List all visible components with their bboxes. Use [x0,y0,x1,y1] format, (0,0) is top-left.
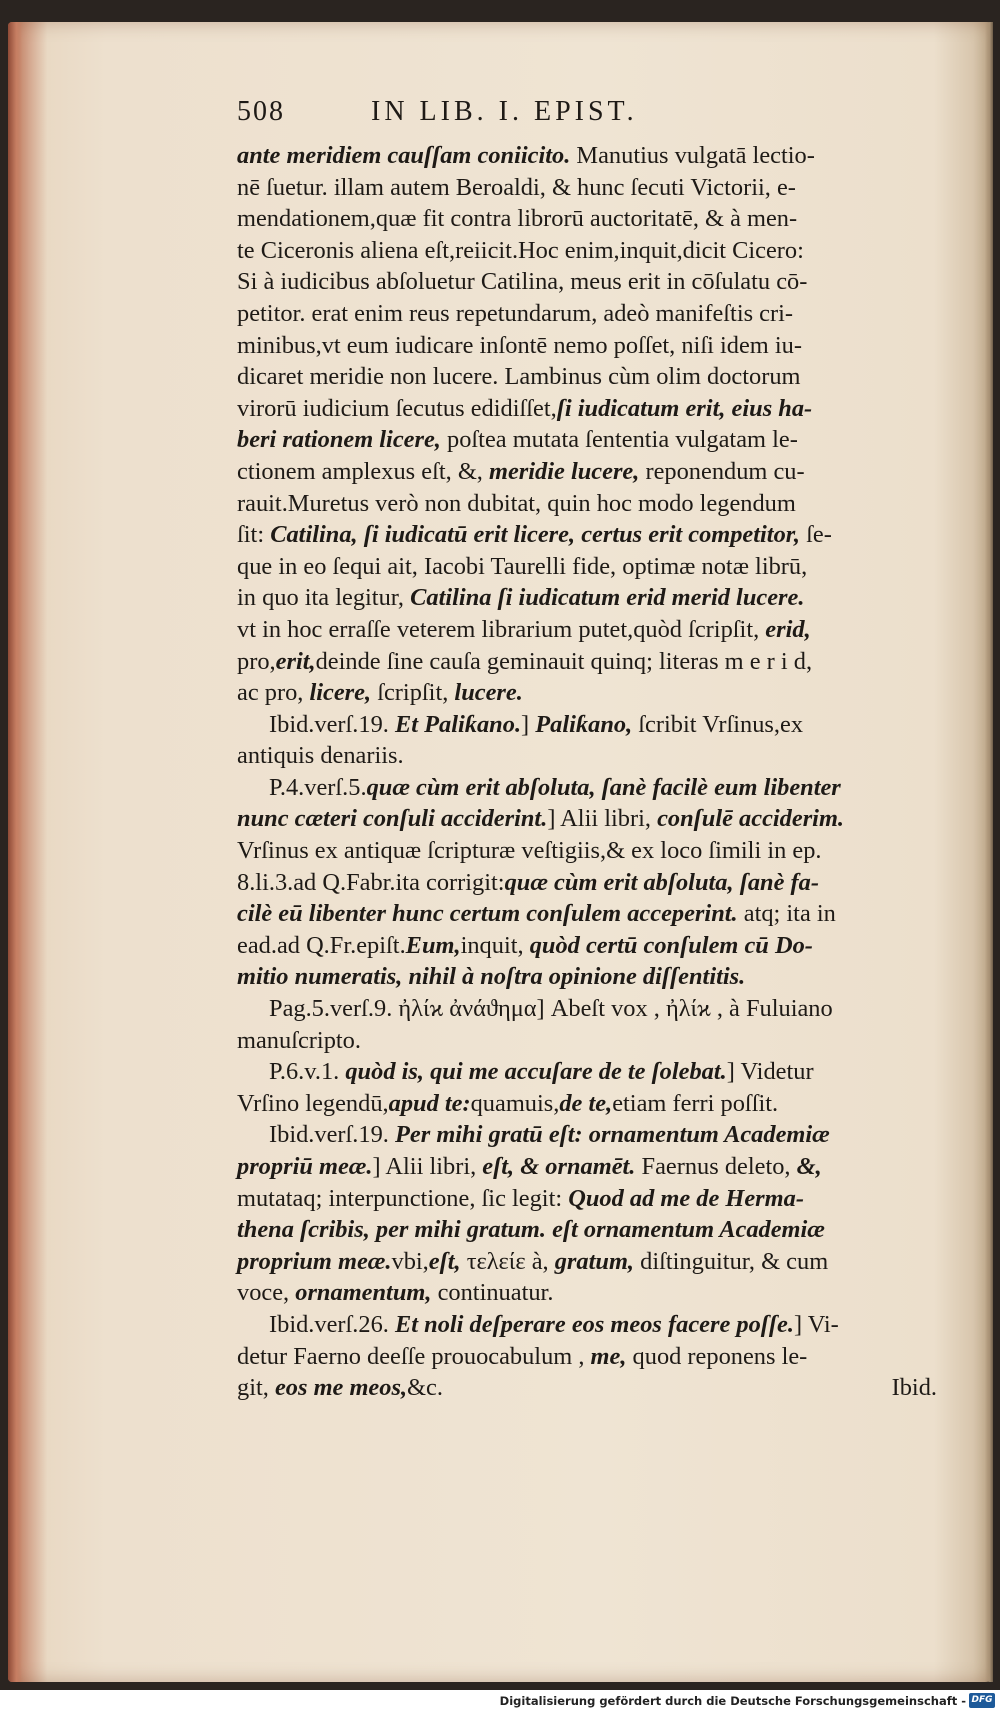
text-segment: ctionem amplexus eſt, &, [237,457,489,485]
text-segment: Ibid.verſ.26. [269,1310,395,1338]
italic-segment: meridie lucere, [488,457,640,485]
text-segment: inquit, [460,931,530,959]
line-content [237,1027,361,1054]
italic-segment: eſt, & ornamēt. [482,1153,636,1180]
text-segment: etiam ferri poſſit. [612,1089,779,1117]
text-line [237,393,937,425]
line-content [237,837,822,864]
line-content [237,1248,828,1275]
text-line [237,203,937,235]
text-segment: ] Vi- [793,1310,839,1338]
text-segment: ] Videtur [726,1058,814,1086]
footer-credit: Digitalisierung gefördert durch die Deutsche Forschungsgemeinschaft - [499,1694,966,1708]
italic-segment: de te, [559,1089,613,1117]
text-segment: Ibid.verſ.19. [269,710,395,738]
text-line [237,803,937,835]
dfg-logo-icon: DFG [969,1693,995,1708]
line-content [237,1343,807,1370]
text-segment: te Ciceronis aliena eſt,reiicit.Hoc enim,inquit,dicit Cicero: [237,236,804,264]
text-line [237,1025,937,1057]
text-segment: P.4.verſ.5. [269,773,367,801]
text-segment: &c. [407,1374,443,1402]
text-line [237,898,937,930]
italic-segment: ſi iudicatum erit, eius ha- [556,394,813,422]
text-segment: nē ſuetur. illam autem Beroaldi, & hunc ſecuti Victorii, e- [237,173,796,201]
text-segment: Vrſino legendū, [237,1089,389,1117]
italic-segment: Paliƙano, [535,710,633,738]
line-content [237,1153,822,1180]
italic-segment: me, [590,1342,627,1370]
text-segment: continuatur. [431,1279,554,1307]
italic-segment: Et noli deſperare eos meos facere poſſe. [395,1310,794,1338]
text-segment: vt in hoc erraſſe veterem librarium putet,quòd ſcripſit, [237,615,766,643]
running-head [237,96,937,140]
italic-segment: Catilina, ſi iudicatū erit licere, certus erit competitor, [270,521,801,549]
line-content [237,521,832,548]
italic-segment: eos me meos, [274,1374,408,1402]
italic-segment: quæ cùm erit abſoluta, ſanè facilè eum libenter [366,773,841,801]
text-line [237,1214,937,1246]
text-segment: mendationem,quæ fit contra librorū auctoritatē, & à men- [237,205,798,233]
line-content [269,711,803,738]
italic-segment: quòd certū conſulem cū Do- [529,931,813,959]
text-line [237,677,937,709]
line-content [237,205,797,232]
italic-segment: proprium meæ. [237,1247,392,1275]
text-line [237,1309,937,1341]
text-line [237,519,937,551]
italic-segment: cilè eū libenter hunc certum conſulem acceperint. [237,900,738,928]
italic-segment: Et Paliƙano. [395,710,522,738]
text-segment: git, [237,1374,275,1402]
line-content [269,1311,839,1338]
running-title: IN LIB. I. EPIST. [371,96,638,127]
body-text [237,140,937,1404]
text-segment: ] Alii libri, [372,1153,483,1180]
text-segment: Ibid.verſ.19. [269,1121,395,1149]
text-line [237,709,937,741]
text-segment: quod reponens le- [626,1342,808,1370]
line-content [237,237,804,264]
line-content [237,332,802,359]
italic-segment: licere, [309,679,372,707]
text-segment: rauit.Muretus verò non dubitat, quin hoc modo legendum [237,489,796,517]
text-line [237,1246,937,1278]
italic-segment: beri rationem licere, [237,426,441,454]
italic-segment: Catilina ſi iudicatum erid merid lucere. [410,584,805,612]
text-segment: Manutius vulgatā lectio- [570,142,815,169]
page-edge-left [8,22,22,1682]
italic-segment: apud te: [388,1089,471,1117]
text-segment: ] Alii libri, [547,805,658,833]
text-line [237,930,937,962]
line-content [237,1090,778,1117]
text-line [237,1088,937,1120]
page-edge-right [985,22,993,1682]
italic-segment: &, [796,1153,822,1180]
text-segment: poſtea mutata ſententia vulgatam le- [440,426,798,454]
text-segment: mutataq; interpunctione, ſic legit: [237,1184,569,1212]
italic-segment: erit, [275,647,316,675]
line-content [237,1216,825,1243]
text-line [237,140,937,172]
italic-segment: propriū meæ. [237,1153,373,1180]
text-line [237,361,937,393]
line-content [269,1121,830,1148]
text-line [237,1341,937,1373]
line-content [237,648,812,675]
text-segment: ſcripſit, [371,679,455,707]
text-segment: ac pro, [237,679,310,707]
italic-segment: quòd is, qui me accuſare de te ſolebat. [345,1058,727,1086]
italic-segment: Quod ad me de Herma- [568,1184,804,1212]
line-content [237,395,812,422]
text-segment: ſe- [800,521,832,549]
line-content [237,805,844,832]
line-content [269,995,833,1022]
text-segment: reponendum cu- [639,457,805,485]
text-segment: Pag.5.verſ.9. ἠλίϰ ἀνάϑημα] Abeſt vox , ἠλίϰ , à Fuluiano [269,995,833,1023]
text-block [237,96,937,1404]
text-segment: Faernus deleto, [635,1153,797,1180]
text-segment: ] [521,710,536,738]
text-line [237,1119,937,1151]
text-line [237,266,937,298]
text-segment: 8.li.3.ad Q.Fabr.ita corrigit: [237,868,505,896]
text-segment: antiquis denariis. [237,742,404,770]
text-line [237,1277,937,1309]
text-segment: P.6.v.1. [269,1058,346,1086]
text-line [237,835,937,867]
text-segment: virorū iudicium ſecutus edidiſſet, [237,394,557,422]
italic-segment: eſt, [428,1247,461,1275]
italic-segment: Per mihi gratū eſt: ornamentum Academiæ [395,1121,830,1149]
text-segment: dicaret meridie non lucere. Lambinus cùm olim doctorum [237,363,801,391]
italic-segment: thena ſcribis, per mihi gratum. eſt ornamentum Academiæ [237,1216,825,1244]
italic-segment: conſulē acciderim. [657,805,845,833]
line-content [237,300,793,327]
text-segment: pro, [237,647,276,675]
text-segment: ead.ad Q.Fr.epiſt. [237,931,406,959]
line-content [237,869,819,896]
text-line [237,993,937,1025]
text-segment: manuſcripto. [237,1026,361,1054]
text-segment: diſtinguitur, & cum [634,1247,829,1275]
line-content [269,774,841,801]
text-line [237,740,937,772]
line-content [237,1372,443,1404]
text-segment: petitor. erat enim reus repetundarum, adeò manifeſtis cri- [237,299,794,327]
text-segment: ſit: [237,521,271,549]
text-line [237,1056,937,1088]
text-segment: ſcribit Vrſinus,ex [632,710,804,738]
page-number: 508 [237,96,285,127]
line-content [237,426,798,453]
line-content [237,458,805,485]
text-line [237,867,937,899]
italic-segment: lucere. [454,679,523,707]
text-line [237,961,937,993]
text-line [237,235,937,267]
italic-segment: ante meridiem cauſſam coniicito. [237,142,571,169]
line-content [237,1279,553,1306]
line-content [237,1185,804,1212]
text-segment: atq; ita in [737,900,836,928]
italic-segment: Eum, [405,931,461,959]
line-content [269,1058,814,1085]
italic-segment: erid, [765,615,811,643]
line-content [237,900,836,927]
text-line [237,772,937,804]
line-content [237,363,801,390]
italic-segment: nunc cæteri conſuli acciderint. [237,805,548,833]
text-line [237,582,937,614]
text-segment: deinde ſine cauſa geminauit quinq; literas m e r i d, [315,647,813,675]
line-content [237,932,813,959]
text-line [237,456,937,488]
text-line [237,298,937,330]
line-content [237,679,523,706]
italic-segment: gratum, [554,1247,635,1275]
text-line [237,1151,937,1183]
text-line [237,614,937,646]
text-segment: τελείε à, [460,1247,555,1275]
text-segment: vbi, [391,1247,429,1275]
text-line [237,1372,937,1404]
line-content [237,490,796,517]
line-content [237,174,796,201]
text-segment: detur Faerno deeſſe prouocabulum , [237,1342,591,1370]
text-line [237,424,937,456]
text-line [237,646,937,678]
italic-segment: mitio numeratis, nihil à noſtra opinione diſſentitis. [237,963,746,991]
line-content [237,742,404,769]
text-segment: quamuis, [470,1089,560,1117]
line-content [237,584,804,611]
line-content [237,142,815,169]
text-line [237,551,937,583]
text-line [237,330,937,362]
line-content [237,616,811,643]
line-content [237,963,745,990]
line-content [237,268,807,295]
italic-segment: ornamentum, [295,1279,432,1307]
text-line [237,172,937,204]
line-content [237,553,807,580]
text-segment: Vrſinus ex antiquæ ſcripturæ veſtigiis,& ex loco ſimili in ep. [237,837,822,865]
text-line [237,1183,937,1215]
text-segment: voce, [237,1279,296,1307]
text-segment: que in eo ſequi ait, Iacobi Taurelli fide, optimæ notæ librū, [237,552,808,580]
catchword: Ibid. [891,1374,937,1402]
text-line [237,488,937,520]
text-segment: minibus,vt eum iudicare inſontē nemo poſſet, niſi idem iu- [237,331,802,359]
italic-segment: quæ cùm erit abſoluta, ſanè fa- [504,868,819,896]
text-segment: Si à iudicibus abſoluetur Catilina, meus erit in cōſulatu cō- [237,268,808,296]
text-segment: in quo ita legitur, [237,584,411,612]
